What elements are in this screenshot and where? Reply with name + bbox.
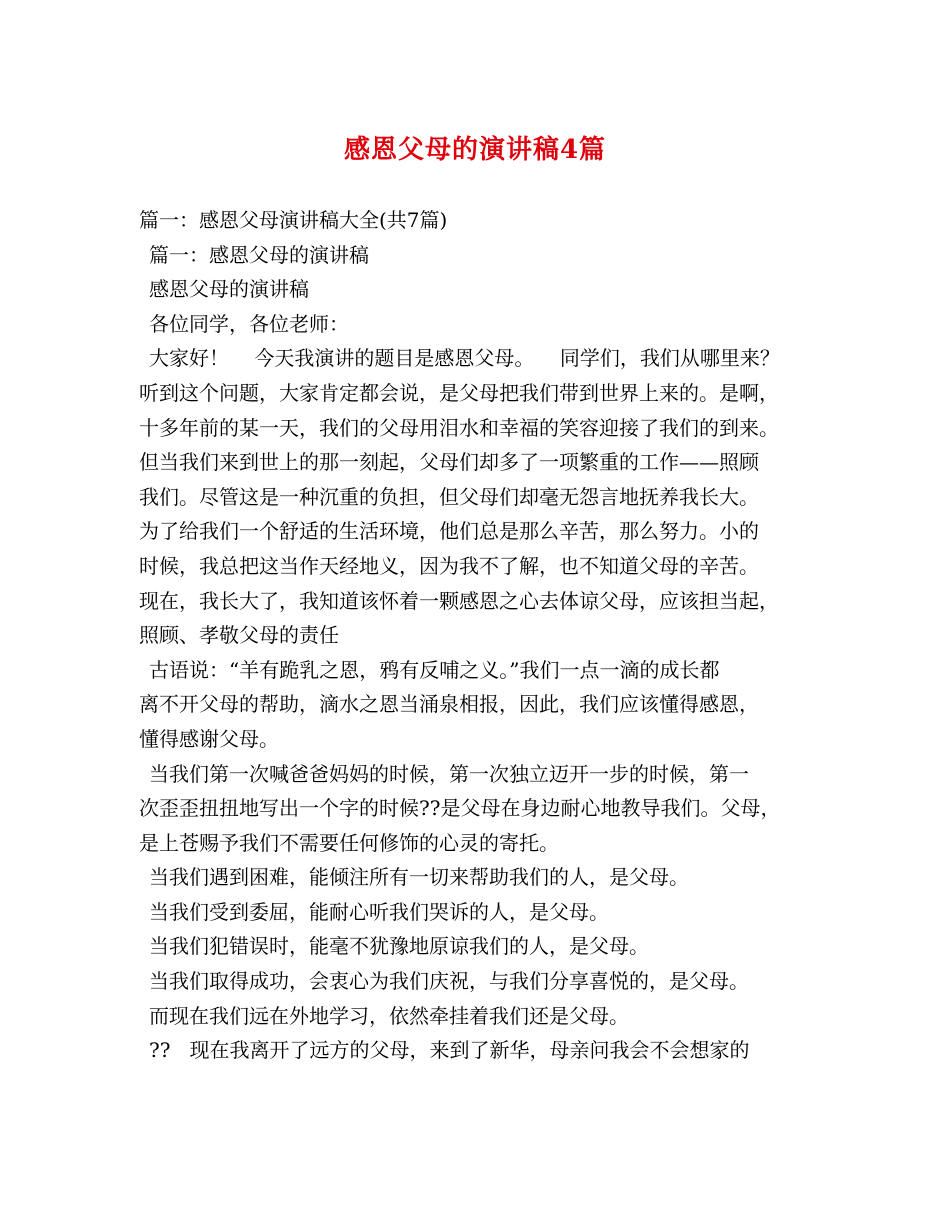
paragraph-line: 次歪歪扭扭地写出一个字的时候??是父母在身边耐心地教导我们。父母， bbox=[139, 796, 781, 821]
paragraph-line: 懂得感谢父母。 bbox=[139, 726, 279, 751]
document-body bbox=[139, 203, 829, 1068]
paragraph-line: 照顾、孝敬父母的责任 bbox=[139, 623, 339, 648]
paragraph-line: 离不开父母的帮助，滴水之恩当涌泉相报，因此，我们应该懂得感恩， bbox=[139, 692, 759, 717]
paragraph-line: 十多年前的某一天，我们的父母用泪水和幸福的笑容迎接了我们的到来。 bbox=[139, 415, 779, 440]
paragraph-line: 为了给我们一个舒适的生活环境，他们总是那么辛苦，那么努力。小的 bbox=[139, 519, 759, 544]
paragraph-line: 大家好！ 今天我演讲的题目是感恩父母。 同学们，我们从哪里来？ bbox=[149, 346, 780, 371]
paragraph-line: 现在，我长大了，我知道该怀着一颗感恩之心去体谅父母，应该担当起， bbox=[139, 588, 779, 613]
paragraph-line: 但当我们来到世上的那一刻起，父母们却多了一项繁重的工作——照顾 bbox=[139, 450, 759, 475]
paragraph-line: 是上苍赐予我们不需要任何修饰的心灵的寄托。 bbox=[139, 830, 559, 855]
paragraph-line: 当我们取得成功，会衷心为我们庆祝，与我们分享喜悦的，是父母。 bbox=[149, 969, 749, 994]
paragraph-line: 当我们犯错误时，能毫不犹豫地原谅我们的人，是父母。 bbox=[149, 934, 649, 959]
salutation: 各位同学，各位老师： bbox=[149, 311, 349, 336]
section-heading: 篇一：感恩父母演讲稿大全(共7篇) bbox=[139, 208, 448, 232]
paragraph-line: 当我们第一次喊爸爸妈妈的时候，第一次独立迈开一步的时候，第一 bbox=[149, 761, 749, 786]
sub-heading: 篇一：感恩父母的演讲稿 bbox=[149, 242, 369, 267]
paragraph-line: 时候，我总把这当作天经地义，因为我不了解，也不知道父母的辛苦。 bbox=[139, 553, 759, 578]
document-title: 感恩父母的演讲稿4篇 bbox=[343, 135, 607, 165]
paragraph-line: 古语说：“羊有跪乳之恩，鸦有反哺之义。”我们一点一滴的成长都 bbox=[149, 657, 720, 682]
paragraph-line: 我们。尽管这是一种沉重的负担，但父母们却毫无怨言地抚养我长大。 bbox=[139, 484, 759, 509]
paragraph-line: ?? 现在我离开了远方的父母，来到了新华，母亲问我会不会想家的 bbox=[149, 1038, 750, 1063]
paragraph-line: 当我们遇到困难，能倾注所有一切来帮助我们的人，是父母。 bbox=[149, 865, 689, 890]
paragraph-line: 听到这个问题，大家肯定都会说，是父母把我们带到世界上来的。是啊， bbox=[139, 380, 779, 405]
paragraph-line: 当我们受到委屈，能耐心听我们哭诉的人，是父母。 bbox=[149, 899, 609, 924]
paragraph-line: 而现在我们远在外地学习，依然牵挂着我们还是父母。 bbox=[149, 1003, 629, 1028]
speech-title: 感恩父母的演讲稿 bbox=[149, 277, 309, 302]
